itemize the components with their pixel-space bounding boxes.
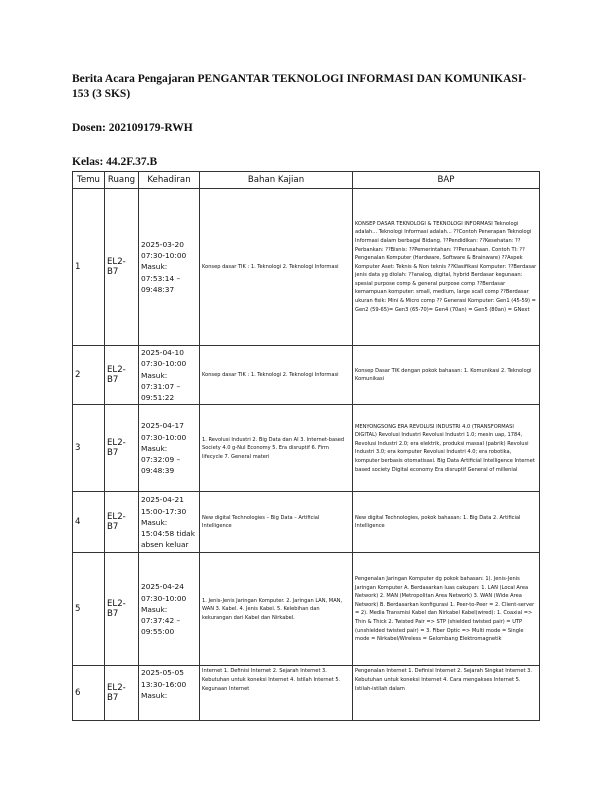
document-header [72,72,542,170]
cell-ruang: EL2-B7 [105,492,139,553]
cell-ruang: EL2-B7 [105,189,139,346]
class-line: Kelas: 44.2F.37.B [72,156,158,168]
table-row [73,346,540,405]
cell-bahan-kajian: New digital Technologies – Big Data – Artificial Intelligence [200,492,353,553]
cell-bap: Konsep Dasar TIK dengan pokok bahasan: 1. Komunikasi 2. Teknologi Komunikasi [353,346,540,405]
column-header-bap: BAP [353,172,540,189]
cell-bap: KONSEP DASAR TEKNOLOGI & TEKNOLOGI INFORMASI Teknologi adalah... Teknologi Informasi adalah... ??Contoh Penerapan Teknologi Informasi dalam berbagai Bidang. ??Pendidikan: ??Kesehatan: ??Perbankan: ??Bisnis: ??Pemerintahan: ??Perusahaan. Contoh TI: ??Pengenalan Komputer (Hardware, Software & Brainware) ??Aspek Komputer Aset: Teknis & Non teknis ??Klasifikasi Komputer: ??Berdasar jenis data yg diolah: ??analog, digital, hybrid Berdasar kegunaan: spesial purpose comp & general purpose comp ??Berdasar kemampuan komputer: small, medium, large scall comp ??Berdasar ukuran fisik: Mini & Micro comp ?? Generasi Komputer: Gen1 (45-59) = Gen2 (59-65)= Gen3 (65-70)= Gen4 (70an) = Gen5 (80an) = GNext [353,189,540,346]
cell-kehadiran: 2025-05-05 13:30-16:00 Masuk: [139,666,200,721]
cell-ruang: EL2-B7 [105,405,139,492]
cell-kehadiran: 2025-04-21 15:00-17:30 Masuk: 15:04:58 tidak absen keluar [139,492,200,553]
cell-bap: MENYONGSONG ERA REVOLUSI INDUSTRI 4.0 (TRANSFORMASI DIGITAL) Revolusi Industri Revolusi Industri 1.0; mesin uap, 1784, Revolusi Industri 2.0; era elektrik, produksi massal (pabrik) Revolusi Industri 3.0; era komputer Revolusi Industri 4.0; era robotika, komputer berbasis otomatisasi. Big Data Artificial Intelligence Internet based society Digital economy Era disruptif General of millenial [353,405,540,492]
table-row [73,666,540,721]
cell-kehadiran: 2025-04-10 07:30-10:00 Masuk: 07:31:07 – 09:51:22 [139,346,200,405]
cell-bahan-kajian: Konsep dasar TIK : 1. Teknologi 2. Teknologi Informasi [200,189,353,346]
column-header-kehadiran: Kehadiran [139,172,200,189]
column-header-temu: Temu [73,172,105,189]
cell-temu: 1 [73,189,105,346]
cell-bap: Pengenalan Internet 1. Definisi Internet 2. Sejarah Singkat Internet 3. Kebutuhan untuk koneksi Internet 4. Cara mengakses Internet 5. Istilah-istilah dalam [353,666,540,721]
table-row [73,189,540,346]
cell-temu: 4 [73,492,105,553]
cell-bap: Pengenalan Jaringan Komputer dg pokok bahasan: 1). Jenis-Jenis Jaringan Komputer A. Berdasarkan luas cakupan: 1. LAN (Local Area Network) 2. MAN (Metropolitan Area Network) 3. WAN (Wide Area Network) B. Berdasarkan konfigurasi 1. Peer-to-Peer = 2. Client-server = 2). Media Transmisi Kabel dan Nirkabel Kabel(wired): 1. Coaxial => Thin & Thick 2. Twisted Pair => STP (shielded twisted pair) = UTP (unshielded twisted pair) = 3. Fiber Optic => Multi mode = Single mode = Nirkabel/Wireless = Gelombang Elektromagnetik [353,553,540,666]
cell-temu: 6 [73,666,105,721]
bap-table [72,171,540,721]
table-row [73,405,540,492]
lecturer-line: Dosen: 202109179-RWH [72,122,193,134]
cell-ruang: EL2-B7 [105,346,139,405]
cell-ruang: EL2-B7 [105,666,139,721]
cell-bap: New digital Technologies, pokok bahasan: 1. Big Data 2. Artificial Intelligence [353,492,540,553]
cell-bahan-kajian: Konsep dasar TIK : 1. Teknologi 2. Teknologi Informasi [200,346,353,405]
cell-kehadiran: 2025-04-24 07:30-10:00 Masuk: 07:37:42 – 09:55:00 [139,553,200,666]
column-header-ruang: Ruang [105,172,139,189]
cell-bahan-kajian: 1. Jenis-Jenis Jaringan Komputer. 2. Jaringan LAN, MAN, WAN 3. Kabel. 4. Jenis Kabel. 5. Kelebihan dan kekurangan dari Kabel dan Nirkabel. [200,553,353,666]
cell-bahan-kajian: Internet 1. Definisi Internet 2. Sejarah Internet 3. Kebutuhan untuk koneksi Internet 4. Istilah Internet 5. Kegunaan Internet [200,666,353,721]
document-title: Berita Acara Pengajaran PENGANTAR TEKNOLOGI INFORMASI DAN KOMUNIKASI-153 (3 SKS) [72,73,527,100]
cell-kehadiran: 2025-04-17 07:30-10:00 Masuk: 07:32:09 – 09:48:39 [139,405,200,492]
cell-temu: 2 [73,346,105,405]
table-header-row [73,172,540,189]
table-row [73,492,540,553]
cell-kehadiran: 2025-03-20 07:30-10:00 Masuk: 07:53:14 – 09:48:37 [139,189,200,346]
cell-bahan-kajian: 1. Revolusi Industri 2. Big Data dan AI 3. Internet-based Society 4.0 g-Nul Economy 5. Era disruptif 6. Firm lifecycle 7. General materi [200,405,353,492]
table-row [73,553,540,666]
cell-ruang: EL2-B7 [105,553,139,666]
cell-temu: 3 [73,405,105,492]
cell-temu: 5 [73,553,105,666]
column-header-bahan-kajian: Bahan Kajian [200,172,353,189]
